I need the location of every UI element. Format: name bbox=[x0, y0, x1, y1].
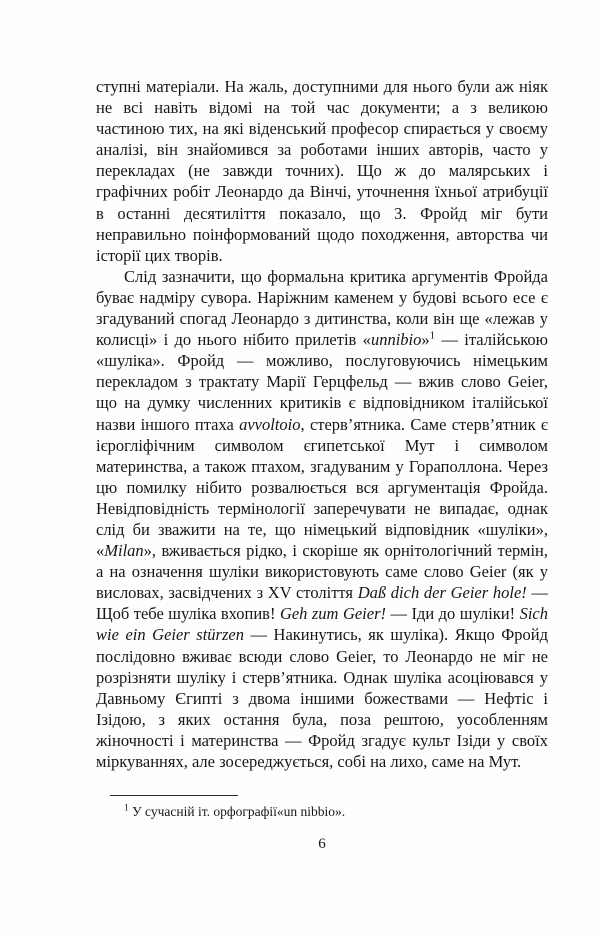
text-segment: Sich wie ein Geier stürzen bbox=[96, 604, 549, 645]
text-segment: avvoltoio bbox=[239, 414, 301, 434]
paragraph bbox=[96, 76, 548, 266]
footnote-reference: 1 bbox=[429, 329, 436, 342]
text-segment: » bbox=[421, 330, 430, 350]
text-segment: — Щоб тебе шуліка вхопив! bbox=[96, 583, 548, 624]
text-segment: Слід зазначити, що формальна критика аргументів Фройда буває надміру сувора. Наріжним каменем у будові всього есе є згадуваний спогад Леонардо з дитинства, коли він ще «лежав у колисці» і до нього нібито прилетів « bbox=[96, 266, 548, 350]
footnote-marker: 1 bbox=[124, 803, 129, 814]
page-number: 6 bbox=[318, 836, 326, 852]
text-block bbox=[96, 76, 548, 772]
text-segment: — Накинутись, як шуліка). Якщо Фройд послідовно вживає всюди слово Geier, то Леонардо не міг не розрізняти шуліку і стерв’ятника. Однак шуліка асоціювався у Давньому Єгипті з двома іншими божествами — Нефтіс і Ізідою, з яких остання була, поза рештою, уособленням жіночності і материнства — Фройд згадує культ Ізіди у своїх міркуваннях, але зосереджується, собі на лихо, саме на Мут. bbox=[96, 625, 548, 771]
text-segment: , стерв’ятника. Саме стерв’ятник є ієрогліфічним символом єгипетської Мут і символом материнства, а також птахом, згадуваним у Гораполлона. Через цю помилку нібито розвалюється вся аргументація Фройда. Невідповідність термінології заперечувати не випадає, однак слід би зважити на те, що німецький відповідник «шуліки», « bbox=[96, 414, 548, 561]
text-segment: Geh zum Geier! bbox=[279, 604, 387, 624]
text-segment: — Іди до шуліки! bbox=[386, 604, 520, 624]
footnote-rule bbox=[110, 795, 238, 796]
footnote-text-line bbox=[96, 803, 548, 820]
text-segment: unnibio bbox=[370, 330, 422, 350]
paragraph bbox=[96, 266, 548, 772]
footnote-text: У сучасній іт. орфографії«un nibbio». bbox=[132, 804, 346, 819]
text-segment: Daß dich der Geier hole! bbox=[357, 583, 527, 603]
text-segment: », вживається рідко, і скоріше як орнітологічний термін, а на означення шуліки використовують саме слово Geier (як у висловах, засвідчених з XV століття bbox=[96, 541, 548, 603]
text-segment: — італійською «шуліка». Фройд — можливо, послуговуючись німецьким перекладом з трактату Марії Герцфельд — вжив слово Geier, що на думку численних критиків є відповідником італійської назви іншого птаха bbox=[96, 330, 549, 434]
text-segment: ступні матеріали. На жаль, доступними для нього були аж ніяк не всі навіть відомі на той час документи; а з великою частиною тих, на які віденський професор спирається у своєму аналізі, він знайомився за роботами інших авторів, часто у перекладах (не завжди точних). Що ж до малярських і графічних робіт Леонардо да Вінчі, уточнення їхньої атрибуції в останні десятиліття показало, що З. Фройд міг бути неправильно поінформований щодо походження, авторства чи історії цих творів. bbox=[96, 77, 548, 265]
text-segment: Milan bbox=[104, 541, 144, 561]
footnote bbox=[96, 795, 548, 820]
